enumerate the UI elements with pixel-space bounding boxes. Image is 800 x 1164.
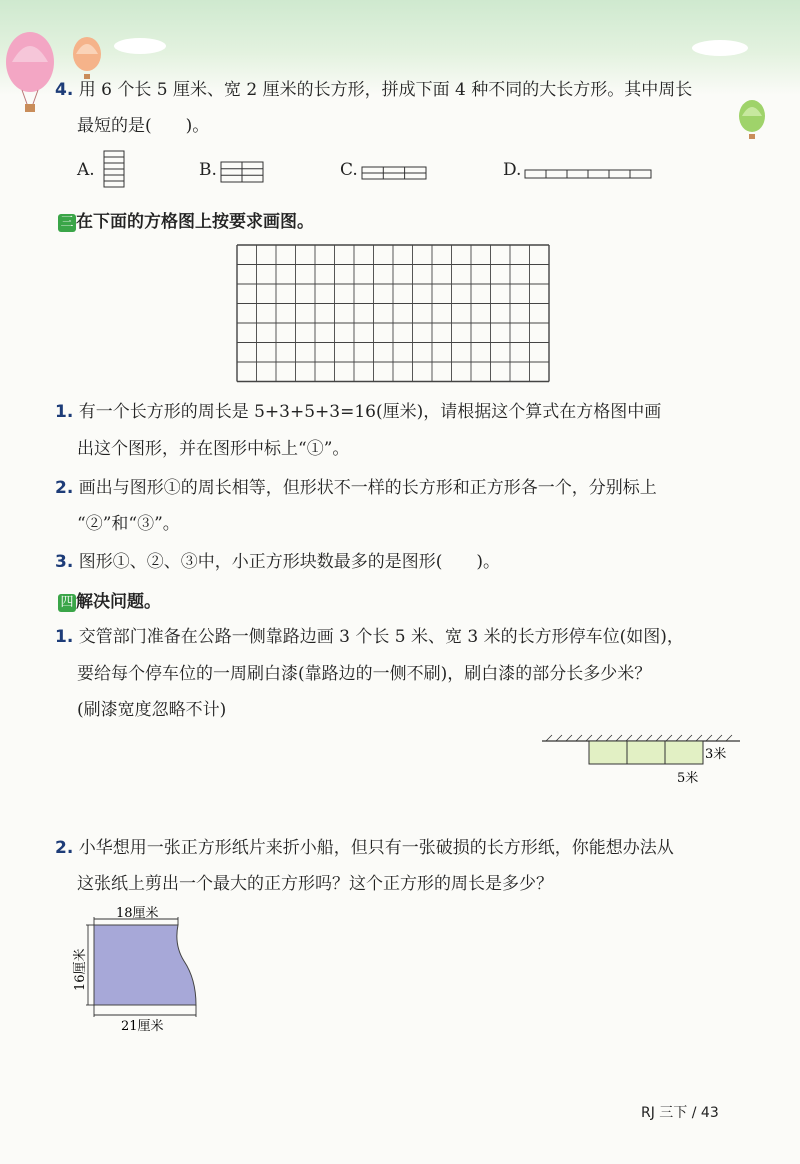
question-number: 3. — [55, 552, 74, 572]
section-title: 在下面的方格图上按要求画图。 — [76, 212, 314, 232]
balloon-icon — [739, 100, 765, 139]
q4-line1: 4. 用 6 个长 5 厘米、宽 2 厘米的长方形，拼成下面 4 种不同的大长方形。其中周长 — [55, 80, 693, 100]
option-a-figure — [102, 150, 128, 190]
q4-line2: 最短的是( )。 — [77, 116, 210, 136]
s4-p1-line3: (刷漆宽度忽略不计) — [77, 700, 227, 720]
option-b-label: B. — [199, 160, 217, 180]
stall-length-label: 5米 — [677, 771, 699, 786]
s4-p2-line1: 2. 小华想用一张正方形纸片来折小船，但只有一张破损的长方形纸，你能想办法从 — [55, 838, 674, 858]
option-c-figure — [361, 165, 431, 183]
s4-p1-line1: 1. 交管部门准备在公路一侧靠路边画 3 个长 5 米、宽 3 米的长方形停车位(如图)， — [55, 627, 684, 647]
section-three-heading — [58, 207, 314, 232]
section-number-icon: 三 — [58, 214, 76, 232]
section-title: 解决问题。 — [76, 592, 161, 612]
section-number-icon: 四 — [58, 594, 76, 612]
option-d-figure — [524, 168, 656, 182]
road-edge — [542, 735, 740, 741]
paper-shape — [94, 925, 196, 1005]
s3-q1-line2: 出这个图形，并在图形中标上“①”。 — [77, 439, 350, 459]
parking-stalls-figure — [540, 733, 740, 789]
section-four-heading — [58, 587, 161, 612]
s3-q2-line2: “②”和“③”。 — [77, 514, 180, 534]
question-number: 2. — [55, 478, 74, 498]
s3-q3-line1: 3. 图形①、②、③中，小正方形块数最多的是图形( )。 — [55, 552, 500, 572]
question-number: 4. — [55, 80, 74, 100]
option-d-label: D. — [503, 160, 522, 180]
balloon-icon — [6, 32, 54, 112]
parking-stall — [589, 741, 627, 764]
option-c-label: C. — [340, 160, 358, 180]
damaged-paper-figure — [66, 905, 216, 1033]
left-dimension-label: 16厘米 — [73, 948, 88, 991]
s4-p1-line2: 要给每个停车位的一周刷白漆(靠路边的一侧不刷)，刷白漆的部分长多少米？ — [77, 664, 652, 684]
top-dimension-label: 18厘米 — [116, 906, 159, 921]
square-grid[interactable] — [236, 244, 552, 386]
parking-stall — [665, 741, 703, 764]
s4-p2-line2: 这张纸上剪出一个最大的正方形吗？这个正方形的周长是多少？ — [77, 874, 553, 894]
balloon-icon — [73, 37, 101, 79]
question-number: 2. — [55, 838, 74, 858]
option-b-figure — [220, 160, 268, 186]
option-a-label: A. — [77, 160, 95, 180]
bottom-dimension-label: 21厘米 — [121, 1019, 164, 1033]
cloud-icon — [114, 38, 748, 56]
parking-stall — [627, 741, 665, 764]
question-number: 1. — [55, 627, 74, 647]
page-number: RJ 三下 / 43 — [641, 1105, 719, 1121]
s3-q2-line1: 2. 画出与图形①的周长相等，但形状不一样的长方形和正方形各一个，分别标上 — [55, 478, 657, 498]
question-number: 1. — [55, 402, 74, 422]
s3-q1-line1: 1. 有一个长方形的周长是 5+3+5+3=16(厘米)，请根据这个算式在方格图中画 — [55, 402, 662, 422]
stall-width-label: 3米 — [705, 747, 727, 762]
